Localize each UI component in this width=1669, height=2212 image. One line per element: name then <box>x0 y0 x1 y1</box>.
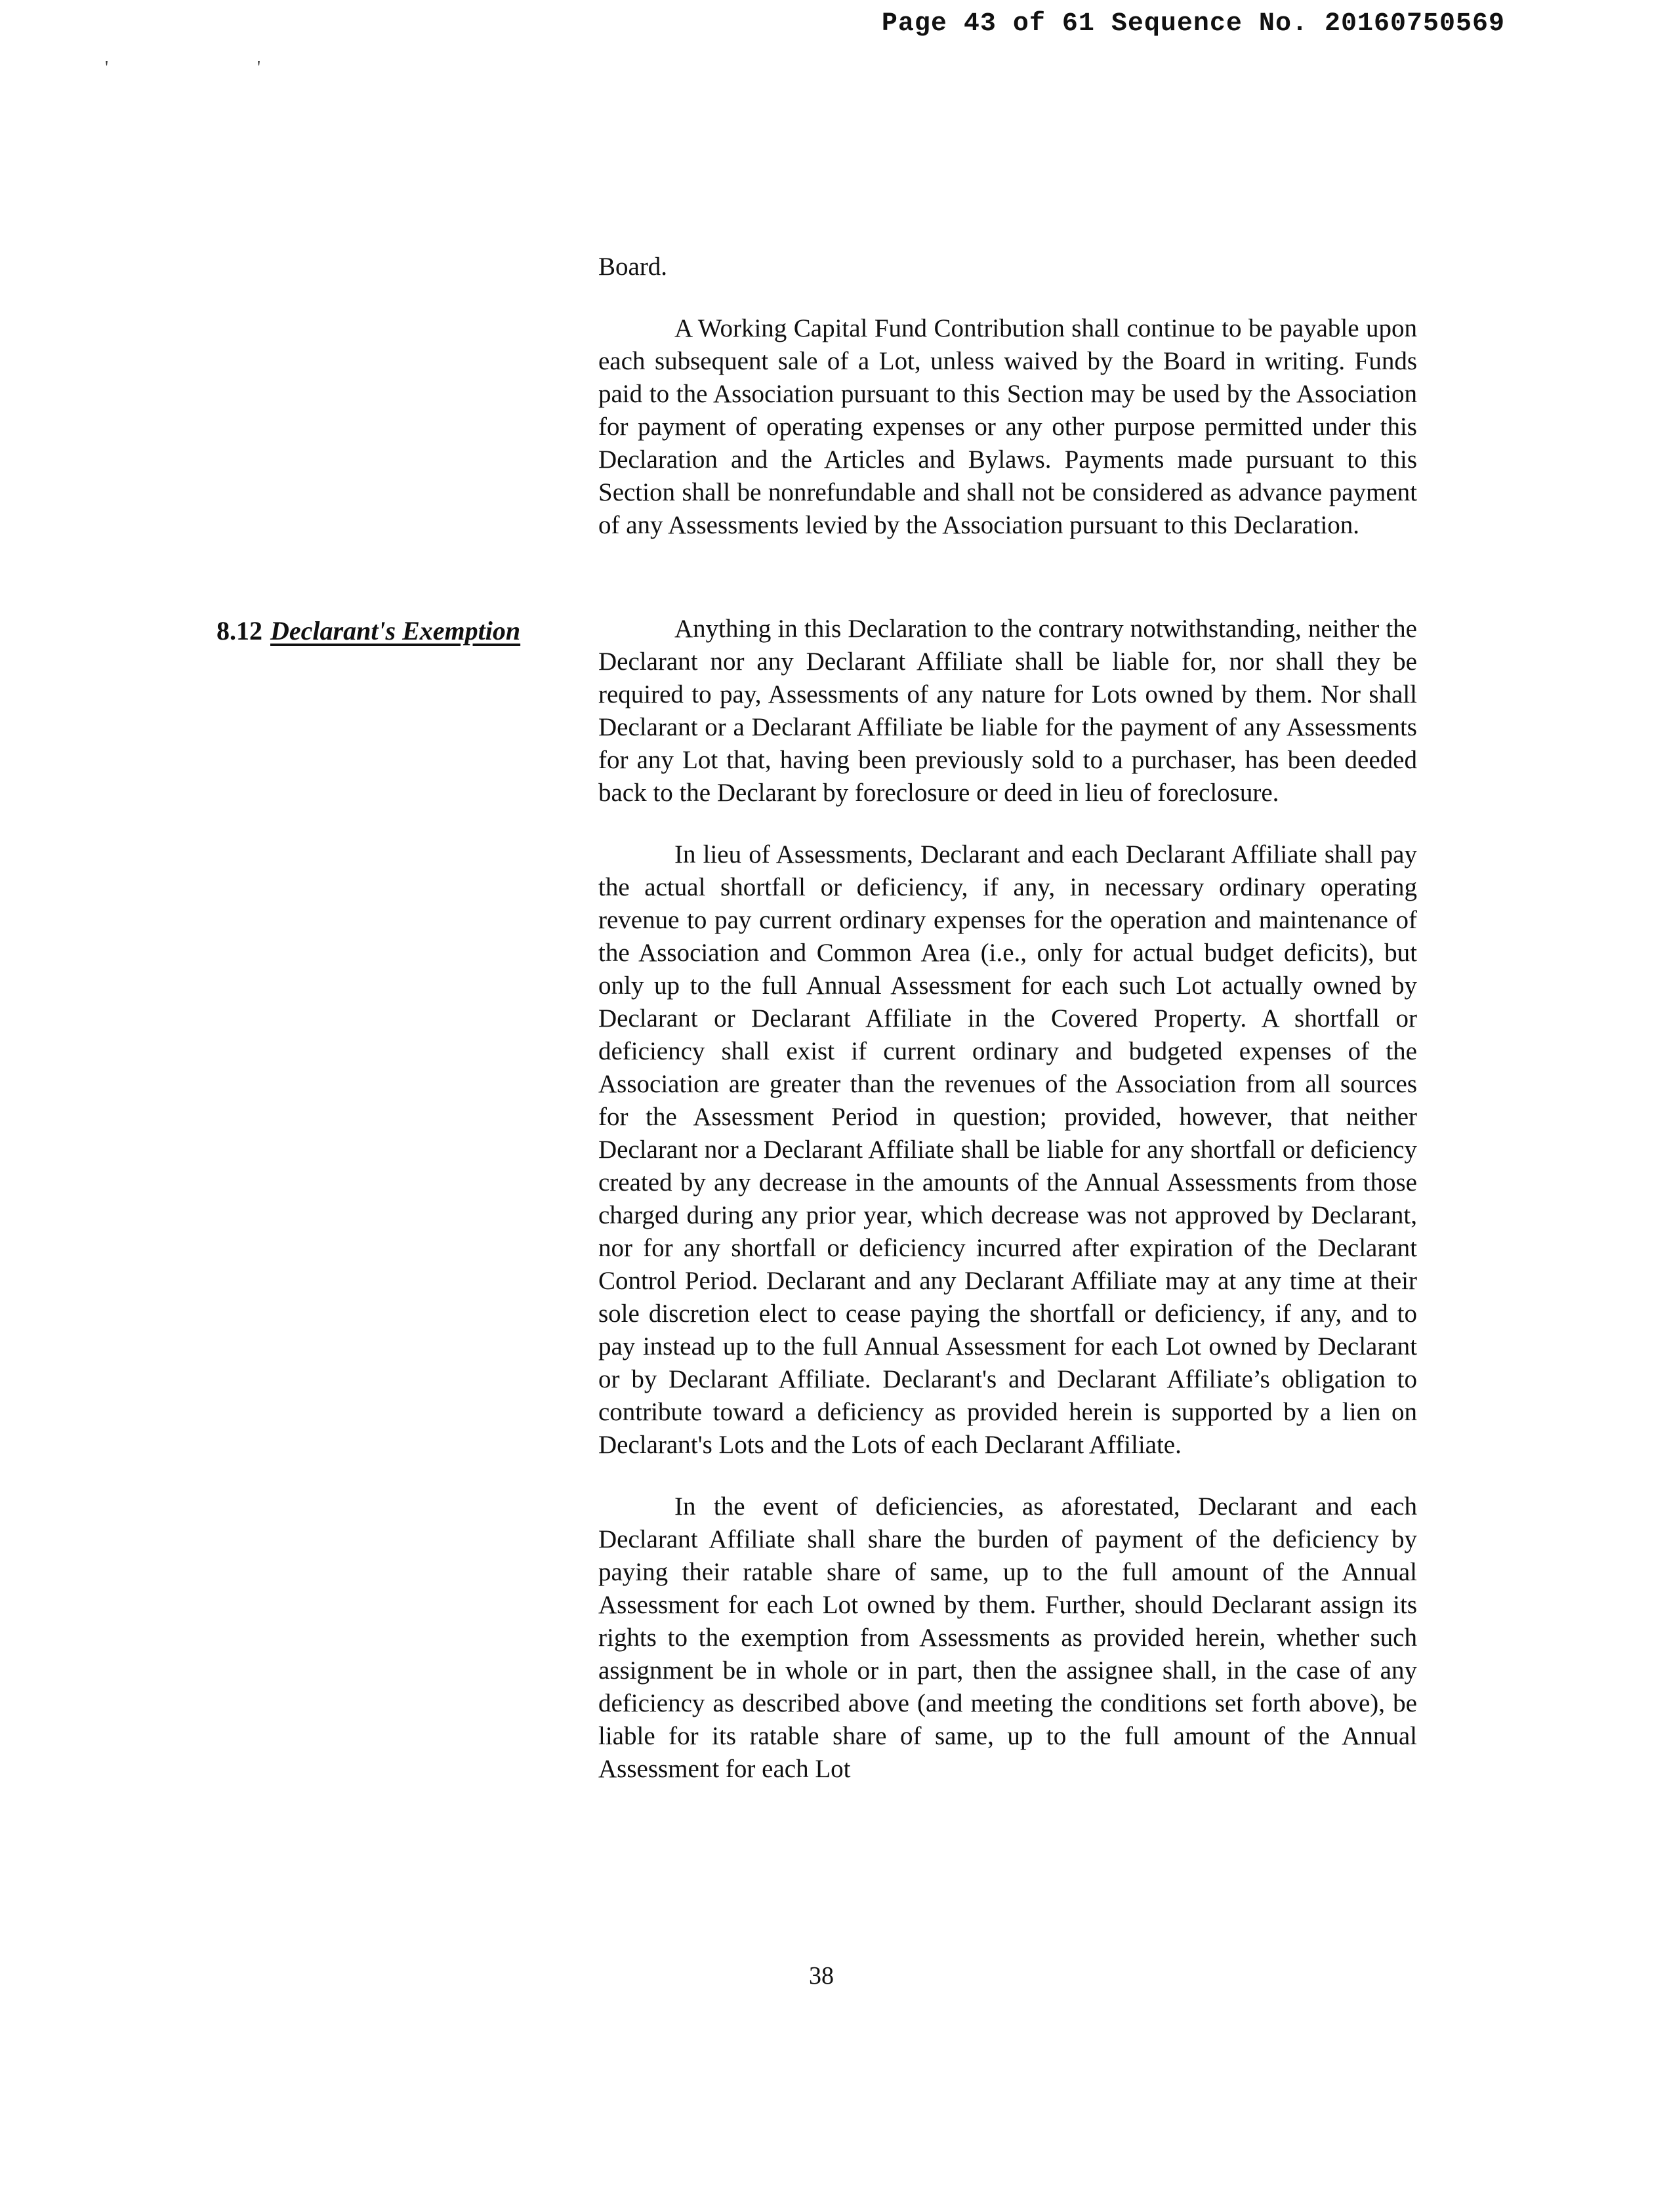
page-sequence-stamp: Page 43 of 61 Sequence No. 20160750569 <box>881 9 1505 39</box>
page-number: 38 <box>809 1962 834 1990</box>
section-paragraph: In lieu of Assessments, Declarant and each Declarant Affiliate shall pay the actual shortfall or deficiency, if any, in necessary ordinary operating revenue to pay current ordinary expenses for the operation and maintenance of the Association and Common Area (i.e., only for actual budget deficits), but only up to the full Annual Assessment for each such Lot actually owned by Declarant or Declarant Affiliate in the Covered Property. A shortfall or deficiency shall exist if current ordinary and budgeted expenses of the Association are greater than the revenues of the Association from all sources for the Assessment Period in question; provided, however, that neither Declarant nor a Declarant Affiliate shall be liable for any shortfall or deficiency created by any decrease in the amounts of the Annual Assessments from those charged during any prior year, which decrease was not approved by Declarant, nor for any shortfall or deficiency incurred after expiration of the Declarant Control Period. Declarant and any Declarant Affiliate may at any time at their sole discretion elect to cease paying the shortfall or deficiency, if any, and to pay instead up to the full Annual Assessment for each Lot owned by Declarant or by Declarant Affiliate. Declarant's and Declarant Affiliate’s obligation to contribute toward a deficiency as provided herein is supported by a lien on Declarant's Lots and the Lots of each Declarant Affiliate. <box>598 840 1417 1459</box>
section-heading <box>216 615 520 646</box>
section-body <box>598 613 1417 1814</box>
section-paragraph: Anything in this Declaration to the contrary notwithstanding, neither the Declarant nor any Declarant Affiliate shall be liable for, nor shall they be required to pay, Assessments of any nature for Lots owned by them. Nor shall Declarant or a Declarant Affiliate be liable for the payment of any Assessments for any Lot that, having been previously sold to a purchaser, has been deeded back to the Declarant by foreclosure or deed in lieu of foreclosure. <box>598 615 1417 807</box>
section-title: Declarant's Exemption <box>270 616 521 645</box>
section-paragraph: In the event of deficiencies, as aforestated, Declarant and each Declarant Affiliate shall share the burden of payment of the deficiency by paying their ratable share of same, up to the full amount of the Annual Assessment for each Lot owned by them. Further, should Declarant assign its rights to the exemption from Assessments as provided herein, whether such assignment be in whole or in part, then the assignee shall, in the case of any deficiency as described above (and meeting the conditions set forth above), be liable for its ratable share of same, up to the full amount of the Annual Assessment for each Lot <box>598 1492 1417 1783</box>
scan-specks: ' ' <box>105 58 333 78</box>
working-capital-paragraph: A Working Capital Fund Contribution shall continue to be payable upon each subsequent sale of a Lot, unless waived by the Board in writing. Funds paid to the Association pursuant to this Section may be used by the Association for payment of operating expenses or any other purpose permitted under this Declaration and the Articles and Bylaws. Payments made pursuant to this Section shall be nonrefundable and shall not be considered as advance payment of any Assessments levied by the Association pursuant to this Declaration. <box>598 314 1417 539</box>
section-number: 8.12 <box>216 616 262 645</box>
continued-text-block <box>598 251 1417 571</box>
continued-fragment: Board. <box>598 253 668 281</box>
